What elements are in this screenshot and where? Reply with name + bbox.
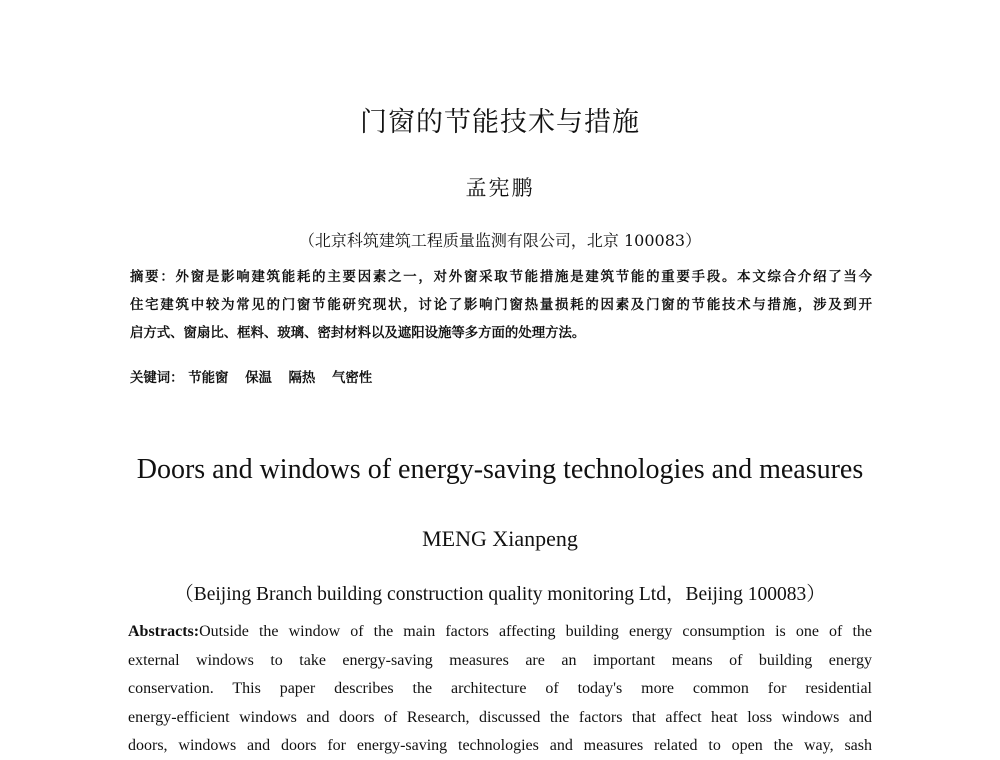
- keyword: 气密性: [331, 370, 373, 386]
- chinese-title: 门窗的节能技术与措施: [360, 107, 640, 138]
- keyword: 保温: [245, 370, 272, 386]
- chinese-author: 孟宪鹏: [465, 176, 535, 200]
- keywords-label: 关键词：: [130, 370, 184, 386]
- english-abstract-line: Abstracts:Outside the window of the main factors affecting building energy consumption is one of the: [128, 623, 872, 640]
- english-abstract-line: energy-efficient windows and doors of Research, discussed the factors that affect heat loss windows and: [128, 708, 872, 726]
- chinese-abstract-line: 摘要：外窗是影响建筑能耗的主要因素之一，对外窗采取节能措施是建筑节能的重要手段。本文综合介绍了当今: [130, 269, 873, 285]
- chinese-keywords: [130, 364, 872, 392]
- chinese-abstract-line: 住宅建筑中较为常见的门窗节能研究现状，讨论了影响门窗热量损耗的因素及门窗的节能技术与措施，涉及到开: [130, 297, 872, 313]
- keyword: 隔热: [288, 370, 316, 386]
- english-abstract-line: doors, windows and doors for energy-saving technologies and measures related to open the way, sash: [128, 737, 872, 754]
- keyword: 节能窗: [188, 370, 229, 386]
- chinese-abstract: [130, 263, 872, 347]
- english-affiliation: （Beijing Branch building construction quality monitoring Ltd，Beijing 100083）: [174, 584, 826, 605]
- english-author: MENG Xianpeng: [422, 526, 578, 551]
- english-abstract-label: Abstracts:: [128, 623, 200, 640]
- english-title: Doors and windows of energy-saving technologies and measures: [136, 454, 864, 485]
- chinese-abstract-label: 摘要：: [130, 269, 176, 285]
- english-abstract-line: external windows to take energy-saving measures are an important means of building energy: [128, 651, 872, 669]
- chinese-abstract-line: 启方式、窗扇比、框料、玻璃、密封材料以及遮阳设施等多方面的处理方法。: [130, 325, 586, 341]
- english-abstract: [128, 618, 872, 760]
- chinese-affiliation: （北京科筑建筑工程质量监测有限公司，北京 100083）: [298, 231, 702, 250]
- english-abstract-line: conservation. This paper describes the architecture of today's more common for residential: [128, 680, 872, 697]
